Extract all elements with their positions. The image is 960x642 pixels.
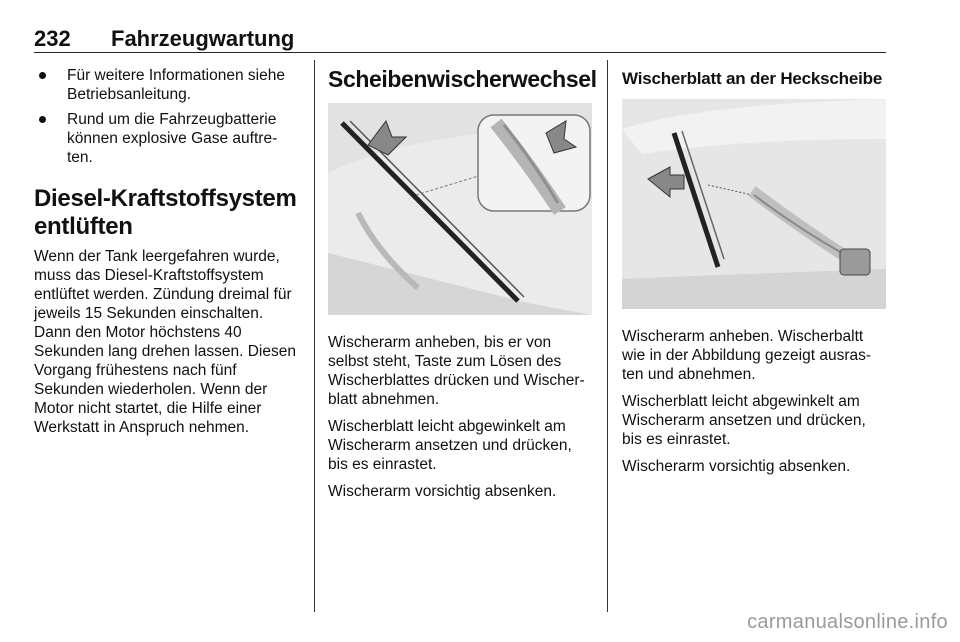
wiper-paragraph-2: Wischerblatt leicht abgewinkelt am Wischerarm ansetzen und drücken, bis es einrastet. <box>328 418 572 473</box>
windshield-wiper-drawing <box>328 103 592 315</box>
page-header <box>34 22 886 53</box>
column-divider-2 <box>607 60 608 612</box>
page-number: 232 <box>34 26 71 51</box>
rear-wiper-paragraph-2: Wischerblatt leicht abgewinkelt am Wischerarm ansetzen und drücken, bis es einrastet. <box>622 393 866 448</box>
section-title-diesel: Diesel-Kraftstoffsystem entlüften <box>34 185 297 240</box>
rear-wiper-paragraph-1: Wischerarm anheben. Wischerbaltt wie in der Abbildung gezeigt ausras-ten und abnehmen. <box>622 328 872 383</box>
bullet-text: Rund um die Fahrzeugbatterie können explosive Gase auftre-ten. <box>67 111 278 166</box>
section-title-rear-wiper: Wischerblatt an der Heckscheibe <box>622 69 883 88</box>
windshield-wiper-illustration <box>328 103 592 315</box>
bullet-list <box>34 66 300 167</box>
watermark-text: carmanualsonline.info <box>747 611 948 633</box>
column-divider-1 <box>314 60 315 612</box>
wiper-paragraph-1: Wischerarm anheben, bis er von selbst steht, Taste zum Lösen des Wischerblattes drücken und Wischer-blatt abnehmen. <box>328 334 585 408</box>
wiper-paragraph-3: Wischerarm vorsichtig absenken. <box>328 483 557 500</box>
rear-wiper-drawing <box>622 99 886 309</box>
bullet-icon <box>39 72 46 79</box>
section-title-wiper: Scheibenwischerwechsel <box>328 66 597 92</box>
rear-wiper-paragraph-3: Wischerarm vorsichtig absenken. <box>622 458 851 475</box>
chapter-title: Fahrzeugwartung <box>111 26 295 51</box>
bullet-icon <box>39 116 46 123</box>
column-2 <box>328 60 597 509</box>
bullet-text: Für weitere Informationen siehe Betriebsanleitung. <box>67 67 285 103</box>
list-item <box>34 66 300 104</box>
diesel-paragraph: Wenn der Tank leergefahren wurde, muss das Diesel-Kraftstoffsystem entlüftet werden. Zündung dreimal für jeweils 15 Sekunden einschalten. Dann den Motor höchstens 40 Sekunden lang drehen lassen. Diesen Vorgang frühestens nach fünf Sekunden wiederholen. Wenn der Motor nicht startet, die Hilfe einer Werkstatt in Anspruch nehmen. <box>34 248 296 436</box>
rear-wiper-illustration <box>622 99 886 309</box>
column-1 <box>34 60 300 445</box>
list-item <box>34 110 300 167</box>
column-3 <box>622 60 886 484</box>
